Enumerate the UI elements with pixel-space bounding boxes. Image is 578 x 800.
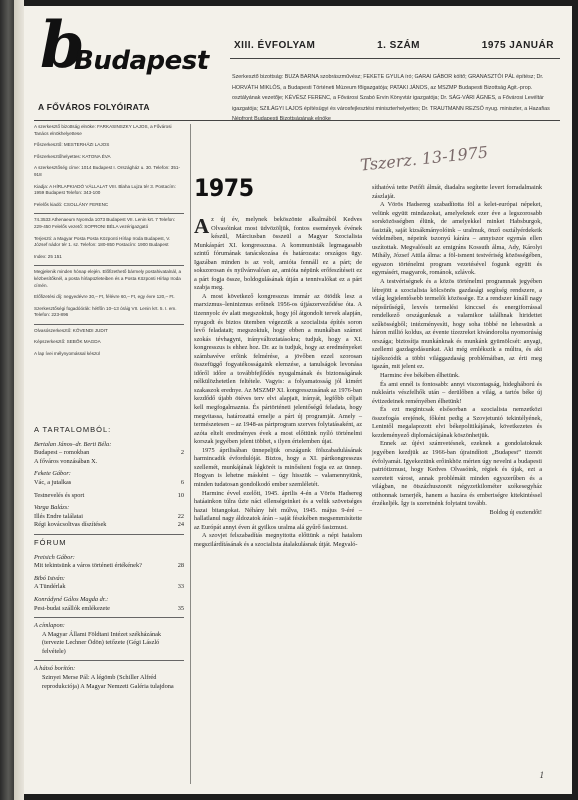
toc-author: Bertalan János–dr. Berti Béla: — [34, 440, 112, 448]
imprint-item: Főszerkesztő: MESTERHÁZI LAJOS — [34, 142, 110, 148]
toc-entry — [34, 504, 184, 530]
toc-page: 24 — [177, 521, 184, 529]
toc-page: 33 — [177, 583, 184, 591]
toc-divider — [34, 660, 184, 661]
toc-entry — [34, 554, 184, 571]
paragraph: A Vörös Hadsereg szabadította föl a kelet-európai népeket, velünk együtt mindazokat, amelyeknek ezer éve a legszorosabb sorsközösségben élünk, de amelyekkel minket Habsburgok, fasizták, saját kizsákmányolóink – uralmuk, önző osztályérdekeik védelmében, népeink tszonyú kárára – annyiszor egymás ellen uszítottak. Megvalósult az emigráns Kossuth álma, Ady, Károlyi Mihály, József Attila álma: a föl-isment testvériség közösségében, egyazon történelmi program vezetésével fogunk együtt és egymásért, magyarok, románok, szlávok. — [372, 201, 542, 277]
drop-cap: A — [194, 214, 210, 238]
cover-note — [34, 622, 184, 656]
paragraph: Ennek az újévi számvetésnek, ezeknek a gondolatoknak jegyében kezdjük az 1966-ban újraindított „Budapest” tizenöt évfolyamát. Igyekeztünk erőinkhöz mérten úgy nevelni a budapesti patriótizmust, hogy Kedves Olvasóink, régiek és újak, ezt a szeretett várost, annak problémáit minden egyszerűben és a világban, ne ötszázhuszonöt négyzetkilométer székesegyház otthonnak ismerjék, hanem a hazára és emberiségre kitekintéssel érzékeljék. Így is szeretnénk folytatni tovább. — [372, 440, 542, 508]
toc-entry — [34, 575, 184, 592]
imprint-item: Felelős kiadó: CSOLLÁNY FERENC — [34, 201, 109, 207]
imprint-item: A szerkesztő bizottság elnöke: FARKASINSZKY LAJOS, a Fővárosi Tanács elnökhelyettese — [34, 124, 172, 136]
toc-page: 22 — [177, 512, 184, 520]
magazine-page — [24, 6, 572, 794]
journal-subtitle: A FŐVÁROS FOLYÓIRATA — [38, 102, 150, 112]
back-cover-text: Szinyei Merse Pál: A légömb (Schiller Alfréd reprodukciója) A Magyar Nemzeti Galéria tulajdona — [42, 674, 174, 690]
toc-title: Régi kovácsoltvas díszítések — [34, 521, 107, 529]
imprint-item: Szerkesztőségi fogadóórák: hétfőn 10–13 óráig VII. Lenin krt. 5. I. em. Telefon: 223-896 — [34, 305, 177, 318]
article-column-2 — [372, 184, 542, 517]
toc-author: Bibó István: — [34, 574, 65, 582]
imprint-item: A lap ívei mélynyomással készül — [34, 351, 100, 357]
paragraph: A most következő kongresszus immár az ötödik lesz a marxizmus–leninizmus erőinek 1956-os újjászerveződése óta. A tizennyolc év alatt megszoktuk, hogy jól átgondolt tervek alapján, nyugodt és biztos ütemben végezzük a szocialista építés soron levő feladatait; megszoktuk, hogy ebben a munkában számot szokás tévhagyni, irányváltoztatásokra; tudjuk, hogy a XI. kongresszus is ehhez hoz. Dr. az is tudjuk, hogy az eredményeket számbavéve erőink felmérése, a jövőben ezzel szorosan összefüggő fogyatékosságaink elemzése, a tanulságok levonása időről időre a továbbfejlődés nyugalmának és biztonságának nélkülözhetetlen feltétele. Vagyis: a folyamatosság jól kimért szakaszok erednye. Az MSZMP XI. kongresszusának az 1976-ban kezdődő újabb ötéves terv elvi alapjait, irányát, legfőbb céljait kell megfogalmaznia. És pártörténeti jelentőségű feladata, hogy megvitassa, határozattá emelje a párt új programját. Amely – természetesen – az 1948-as pártprogram szerves folytatásaként, az azóta eltelt eredményes évek a most előttünk nyíló történelmi korszak jegyében jelent többet, s ilyen értelemben újat. — [194, 292, 362, 446]
toc-page: 6 — [180, 478, 184, 486]
imprint-item: Képszerkesztő: SEBŐK MAGDA — [34, 339, 101, 345]
paragraph: A testvériségnek és a közös történelmi programnak jegyében létrejött a szocialista kölcsönös gazdasági segítség rendszere, a világ legjelentősebb termelői közössége. Ez a rendszer kínáll nagy népsűrűségű, lexvés termelési kinccsel és energiforrással rendelkező országunknak a valamikor találhnak hiridettet szűkösségből; intézményesíti, hogy soha többé ne lehessünk a háron millió koldus, az évente tízezreket kivándorolta nyomorúság országa; biztosítja munkánknak és munkánk gyümölcsét: anyagi, szellemi gazdagodásunkat. Aki még emlékszik a múltra, és aki tájékozódik a többi világgazdaság problémáiban, az érti meg igazán, mit jelent ez. — [372, 278, 542, 371]
handwritten-note: Tszerz. 13-1975 — [359, 142, 489, 175]
toc-author: Konrádyné Gálos Magda dr.: — [34, 595, 109, 603]
paragraph: síthatóvá tette Petőfi álmát, diadalra segítette levert forradalmaink zászlaját. — [372, 184, 542, 200]
toc-title: A főváros vonzásában X. — [34, 457, 98, 465]
paragraph: És ami ennél is fontosabb: annyi viszontagság, hidegháború és nukleáris vészfelhők után – derülőben a világ, a tartós béke új évtizedeinek reményében élhetünk! — [372, 380, 542, 405]
book-binding — [0, 0, 14, 800]
issue-info — [234, 40, 554, 51]
imprint-item: 74.3533 Athenaeum Nyomda 1073 Budapest VII. Lenin krt. 7 Telefon: 229-450 Felelős vezető: SOPRONI BÉLA vezérigazgató — [34, 213, 184, 230]
imprint-item: A szerkesztőség címe: 1014 Budapest I. Országház u. 30. Telefon: 351-918 — [34, 165, 180, 177]
toc-title: Illés Endre találatai — [34, 512, 83, 520]
toc-title: Vác, a jutalkas — [34, 478, 72, 486]
masthead-rule — [230, 58, 560, 59]
imprint-item: Főszerkesztőhelyettes: KATONA ÉVA — [34, 153, 111, 159]
editorial-board: Szerkesztő bizottság: BUZA BARNA szobrászművész; FEKETE GYULA író; GARAI GÁBOR költő; GRANASZTÓI PÁL építész; Dr. HORVÁTH MIKLÓS, a Budapesti Történeti Múzeum főigazgatója; PATAKI JÁNOS, az MSZMP Budapesti Bizottság Agit.-prop. osztályának vezetője; KÉVÉSZ FERENC, a Fővárosi Szabó Ervin Könyvtár igazgatója; Dr. SÁG-VÁRI ÁGNES, a Fővárosi Levéltár igazgatója; SZILÁGYI LAJOS építésügyi és városfejlesztési miniszterhelyettes; Dr. TRAUTMANN REZSŐ nyug. miniszter, a Hazafias — [232, 74, 550, 112]
back-cover-note — [34, 665, 184, 691]
imprint-sidebar — [34, 124, 184, 363]
toc-author: Preisich Gábor: — [34, 553, 75, 561]
toc-entry — [34, 596, 184, 613]
imprint-item: Index: 25 151 — [34, 253, 62, 259]
imprint-item: Megjelenik minden hónap elején. Előfizethető bármely postahivatalnál, a kézbesítőknél, a posta hírlapüzleteiben és a Posta Központi Hírlap Iroda címén. — [34, 265, 184, 289]
toc-heading: A TARTALOMBÓL: — [34, 425, 112, 434]
table-of-contents — [34, 426, 184, 695]
cover-heading: A címlapon: — [34, 622, 65, 630]
issue-label: 1. SZÁM — [377, 40, 421, 51]
paragraph: És ezt megintcsak elsősorban a szocialista nemzetközi összefogás erejének, főként pedig a Szovjetunió tekintélyének, Lenintől megalapozott elvi békepolitikájának, következetes és kezdeményező diplomáciájának köszönhetjük. — [372, 406, 542, 439]
budapest-logo — [34, 8, 209, 84]
toc-title: Testnevelés és sport — [34, 491, 85, 499]
logo-initial: b — [40, 8, 85, 83]
column-divider — [190, 124, 191, 784]
paragraph: Harminc éve békében élhetünk. — [380, 372, 460, 380]
article-column-1 — [194, 216, 362, 549]
imprint-item: Kiadja: A HÍRLAPKIADÓ VÁLLALAT VIII. Blaha Lujza tér 3. Postacím: 1959 Budapest Telefon: 343-100 — [34, 183, 176, 196]
toc-author: Fekete Gábor: — [34, 470, 71, 478]
toc-title: Pest-budai szállók emlékezete — [34, 604, 110, 612]
date-label: 1975 JANUÁR — [481, 40, 554, 51]
article-title: 1975 — [194, 174, 254, 202]
paragraph: Az új év, melynek beköszönte alkalmából Kedves Olvasóinkat most üdvözöljük, fontos események évének készül, Márciusban összeül a Magyar Szocialista Munkáspárt XI. kongresszusa. A kommunisták legmagasabb szintű fórumának tanácskozása és határozata: országos ügy. Igazában minden is az volt, amióta fennáll ez a párt; de sokszorosan és nyilvánvalóan az, amióta népünk erőfeszítéseit ez a párt fogja össze, boldogulásának útján a tennivalókat ez a párt szabja meg. — [194, 214, 362, 292]
paragraph: Harminc évvel ezelőtt, 1945. április 4-én a Vörös Hadsereg hatáainkon túlra űzte náci ellenségeinket és a velük szövetséges hazai bitangokat. Néhány hét múlva, 1945. május 9-éré – hallatlanul nagy áldozatok árán – saját fészkében megsemmisítette az Európát annyi éven át gyilkos uralma alá gyűrő fasizmust. — [194, 489, 362, 531]
toc-page: 2 — [180, 449, 184, 457]
logo-text: Budapest — [74, 46, 209, 76]
toc-title: Mit tekintsünk a város történeti értékének? — [34, 562, 142, 570]
imprint-item: Előfizetési díj: negyedévre 30,– Ft, félévre 60,– Ft, egy évre 120,– Ft. — [34, 294, 175, 300]
page-number: 1 — [539, 770, 544, 780]
header-rule — [34, 120, 560, 121]
imprint-item: Olvasószerkesztő: KÖVENDI JUDIT — [34, 324, 184, 335]
imprint-item: Terjeszti: a Magyar Posta Posta Központi Hírlap Iroda Budapest, V. József nádor tér 1. sz. Telefon: 180-850 Postacím: 1900 Budapest — [34, 235, 171, 248]
toc-entry — [34, 441, 184, 467]
paragraph: A szovjet felszabadítás megnyitotta előttünk a népi hatalom megszilárdításának és a szocialista átalakulásnak útját. Megvaló- — [194, 532, 362, 548]
toc-title: A Tündérlak — [34, 583, 66, 591]
paragraph: 1975 áprilisában ünnepeljük országunk fölszabadulásának harmincadik évfordulóját. Biztos, hogy a XI. pártkongresszus szellemét, munkájának légkörét is minősíteni fogja ez az ünnep. Hogyan is lehetne másként – úgy hisszük – valamennyiünk, minden tudatosan gondolkodó ember szemléletét. — [194, 446, 362, 488]
toc-page: 35 — [177, 604, 184, 612]
toc-divider — [34, 617, 184, 618]
toc-page: 10 — [177, 491, 184, 499]
volume-label: XIII. ÉVFOLYAM — [234, 40, 316, 51]
back-cover-heading: A hátsó borítón: — [34, 665, 76, 673]
cover-text: A Magyar Állami Földtani Intézet székházának (tervezte Lechner Ödön) tetőzete (Gégi László felvétele) — [42, 630, 162, 655]
toc-entry — [34, 492, 184, 501]
forum-heading: FÓRUM — [34, 537, 67, 547]
toc-page: 28 — [177, 562, 184, 570]
previous-page-edge — [14, 0, 24, 800]
signoff: Boldog új esztendőt! — [489, 508, 542, 516]
toc-author: Varga Balázs: — [34, 504, 70, 512]
toc-entry — [34, 470, 184, 487]
toc-divider — [34, 534, 184, 535]
toc-title: Budapest – romokban — [34, 449, 90, 457]
